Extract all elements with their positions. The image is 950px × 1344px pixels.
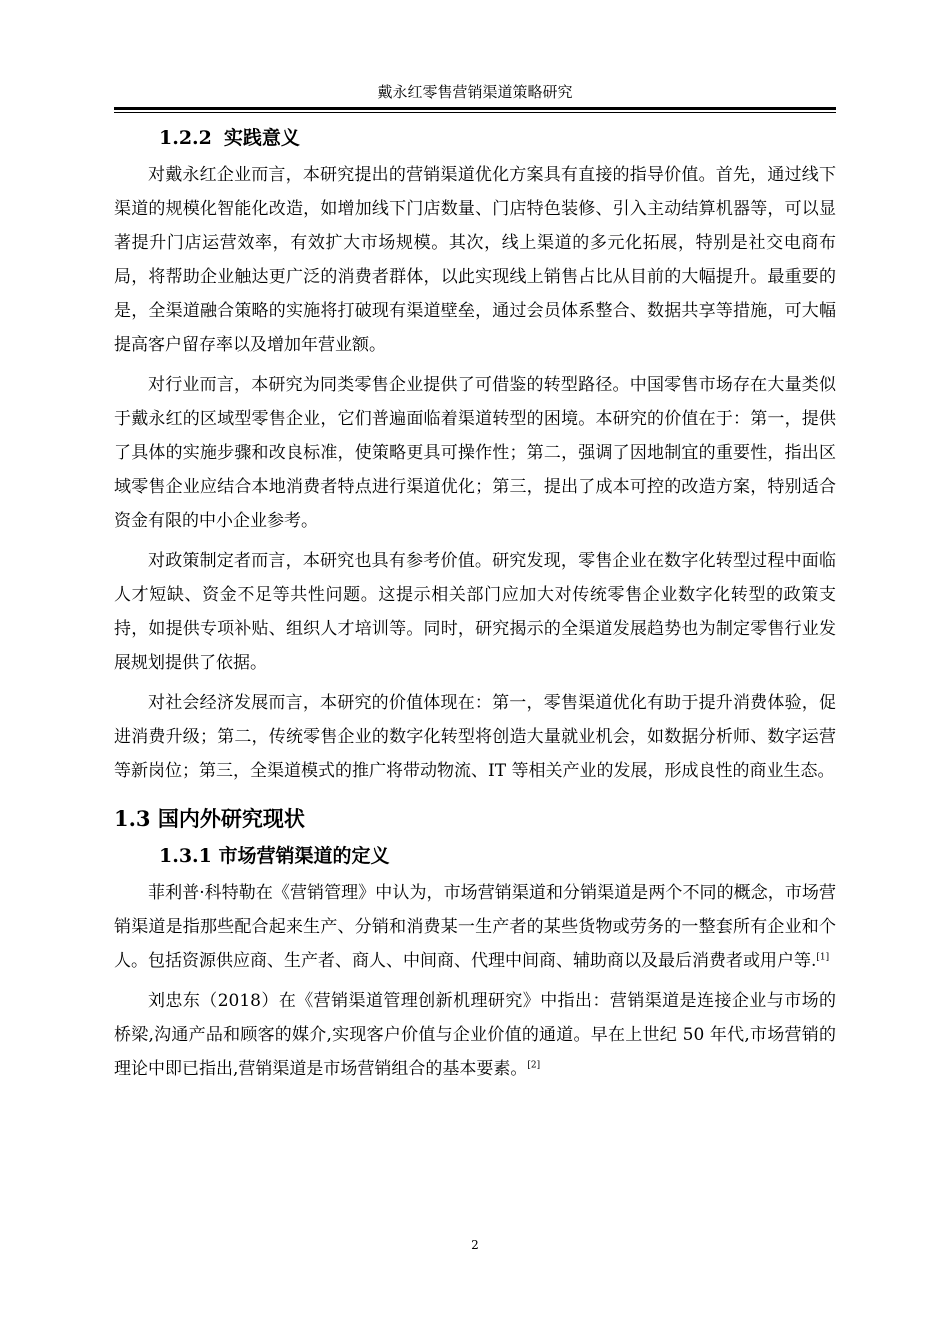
- body-content: [114, 120, 836, 1092]
- paragraph: [114, 984, 836, 1086]
- paragraph: 对行业而言，本研究为同类零售企业提供了可借鉴的转型路径。中国零售市场存在大量类似于戴永红的区域型零售企业，它们普遍面临着渠道转型的困境。本研究的价值在于：第一，提供了具体的实施步骤和改良标准，使策略更具可操作性；第二，强调了因地制宜的重要性，指出区域零售企业应结合本地消费者特点进行渠道优化；第三，提出了成本可控的改造方案，特别适合资金有限的中小企业参考。: [114, 375, 836, 531]
- citation-ref: [2]: [527, 1060, 541, 1071]
- paragraph: [114, 876, 836, 978]
- paragraph-text: 菲利普·科特勒在《营销管理》中认为，市场营销渠道和分销渠道是两个不同的概念，市场营销渠道是指那些配合起来生产、分销和消费某一生产者的某些货物或劳务的一整套所有企业和个人。包括资源供应商、生产者、商人、中间商、代理中间商、辅助商以及最后消费者或用户等.: [114, 883, 836, 971]
- paragraph: 对戴永红企业而言，本研究提出的营销渠道优化方案具有直接的指导价值。首先，通过线下渠道的规模化智能化改造，如增加线下门店数量、门店特色装修、引入主动结算机器等，可以显著提升门店运营效率，有效扩大市场规模。其次，线上渠道的多元化拓展，特别是社交电商布局，将帮助企业触达更广泛的消费者群体，以此实现线上销售占比从目前的大幅提升。最重要的是，全渠道融合策略的实施将打破现有渠道壁垒，通过会员体系整合、数据共享等措施，可大幅提高客户留存率以及增加年营业额。: [114, 165, 836, 355]
- citation-ref: [1]: [816, 952, 830, 963]
- running-header: 戴永红零售营销渠道策略研究: [377, 83, 573, 101]
- paragraph: 对政策制定者而言，本研究也具有参考价值。研究发现，零售企业在数字化转型过程中面临人才短缺、资金不足等共性问题。这提示相关部门应加大对传统零售企业数字化转型的政策支持，如提供专项补贴、组织人才培训等。同时，研究揭示的全渠道发展趋势也为制定零售行业发展规划提供了依据。: [114, 551, 836, 673]
- paragraph: 对社会经济发展而言，本研究的价值体现在：第一，零售渠道优化有助于提升消费体验，促进消费升级；第二，传统零售企业的数字化转型将创造大量就业机会，如数据分析师、数字运营等新岗位；第三，全渠道模式的推广将带动物流、IT 等相关产业的发展，形成良性的商业生态。: [114, 693, 836, 781]
- section-title: 实践意义: [223, 127, 300, 149]
- section-heading-1-3-1: 1.3.1 市场营销渠道的定义: [159, 845, 390, 867]
- header-rule-thin: [114, 112, 836, 113]
- header-rule-thick: [114, 107, 836, 110]
- page-number: 2: [471, 1238, 479, 1252]
- section-number: 1.2.2: [159, 127, 212, 149]
- section-heading-1-2-2: [114, 124, 836, 152]
- section-heading-1-3: 1.3 国内外研究现状: [114, 806, 305, 831]
- paragraph-text: 刘忠东（2018）在《营销渠道管理创新机理研究》中指出：营销渠道是连接企业与市场的桥梁,沟通产品和顾客的媒介,实现客户价值与企业价值的通道。早在上世纪 50 年代,市场营销的理论中即已指出,营销渠道是市场营销组合的基本要素。: [114, 991, 836, 1079]
